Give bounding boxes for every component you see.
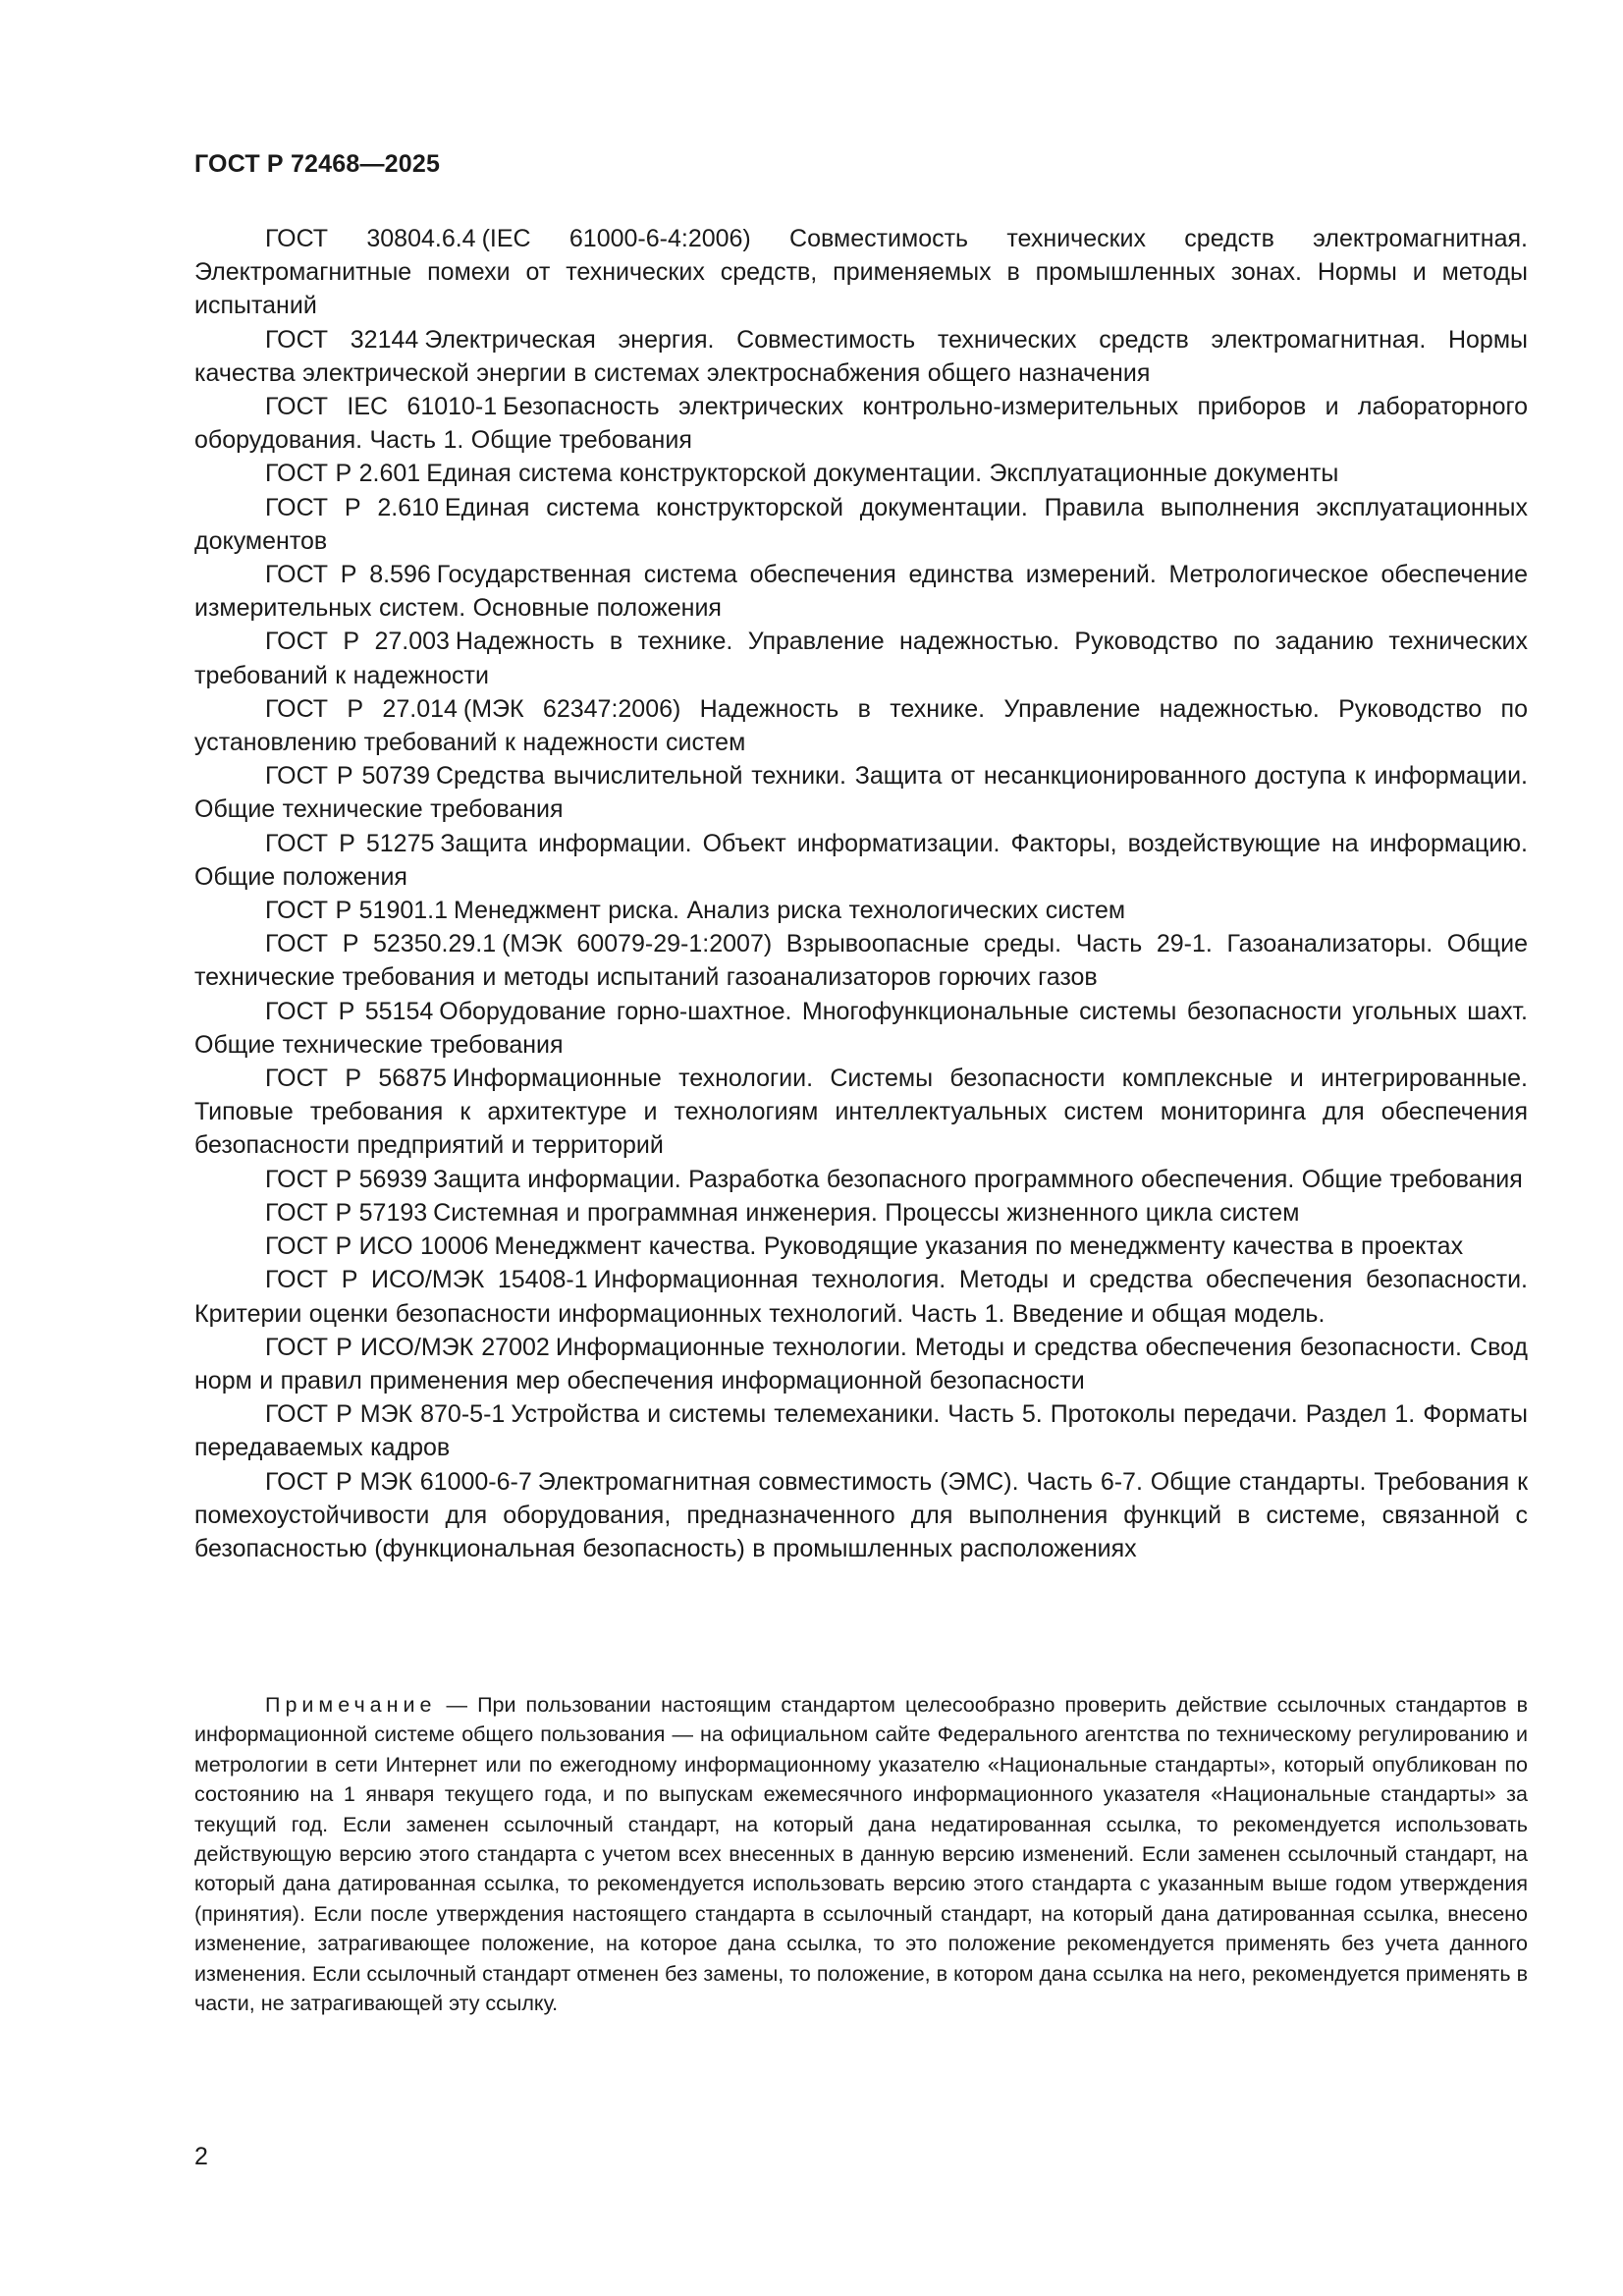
reference-title: Защита информации. Объект информатизации. Факторы, воздействующие на информацию. Общие положения [194,829,1528,891]
reference-title: Менеджмент риска. Анализ риска технологических систем [454,897,1126,925]
reference-item [194,1465,1528,1566]
reference-code: ГОСТ Р 27.014 [265,694,458,723]
reference-code: ГОСТ Р ИСО/МЭК 27002 [265,1333,550,1361]
reference-title: Защита информации. Разработка безопасного программного обеспечения. Общие требования [433,1165,1523,1193]
reference-title: Единая система конструкторской документации. Эксплуатационные документы [426,460,1339,488]
reference-code: ГОСТ Р 55154 [265,997,434,1025]
reference-title: (МЭК 62347:2006) Надежность в технике. Управление надежностью. Руководство по установлению требований к надежности систем [194,694,1528,757]
reference-title: Информационная технология. Методы и средства обеспечения безопасности. Критерии оценки безопасности информационных технологий. Часть 1. Введение и общая модель. [194,1266,1528,1328]
reference-title: Единая система конструкторской документации. Правила выполнения эксплуатационных документов [194,493,1528,555]
reference-code: ГОСТ Р МЭК 870-5-1 [265,1400,506,1429]
reference-title: Электрическая энергия. Совместимость технических средств электромагнитная. Нормы качества электрической энергии в системах электроснабжения общего назначения [194,325,1528,387]
reference-title: (IEC 61000-6-4:2006) Совместимость технических средств электромагнитная. Электромагнитные помехи от технических средств, применяемых в промышленных зонах. Нормы и методы испытаний [194,225,1528,320]
reference-title: Надежность в технике. Управление надежностью. Руководство по заданию технических требований к надежности [194,628,1528,689]
reference-title: Средства вычислительной техники. Защита от несанкционированного доступа к информации. Общие технические требования [194,762,1528,824]
reference-code: ГОСТ Р 50739 [265,762,430,791]
reference-item [194,625,1528,691]
note-label: Примечание [265,1693,437,1717]
reference-item [194,927,1528,994]
page-number: 2 [194,2143,208,2170]
reference-item [194,894,1528,927]
reference-title: Электромагнитная совместимость (ЭМС). Часть 6-7. Общие стандарты. Требования к помехоустойчивости для оборудования, предназначенного для выполнения функций в системе, связанной с безопасностью (функциональная безопасность) в промышленных расположениях [194,1467,1529,1562]
reference-item [194,1230,1528,1263]
reference-code: ГОСТ Р ИСО 10006 [265,1232,489,1261]
reference-item [194,390,1528,457]
reference-item [194,759,1528,826]
reference-item [194,1196,1528,1230]
reference-title: Менеджмент качества. Руководящие указания по менеджменту качества в проектах [494,1232,1464,1261]
reference-item [194,827,1528,894]
reference-code: ГОСТ 32144 [265,325,419,354]
normative-references-list [194,222,1528,1565]
reference-title: (МЭК 60079-29-1:2007) Взрывоопасные среды. Часть 29-1. Газоанализаторы. Общие технические требования и методы испытаний газоанализаторов горючих газов [194,930,1528,992]
reference-item [194,222,1528,323]
reference-item [194,995,1528,1062]
reference-code: ГОСТ Р 8.596 [265,561,431,589]
note-paragraph [194,1690,1528,2018]
reference-code: ГОСТ Р 51901.1 [265,897,449,925]
reference-title: Оборудование горно-шахтное. Многофункциональные системы безопасности угольных шахт. Общие технические требования [194,997,1528,1059]
reference-item [194,1062,1528,1163]
reference-code: ГОСТ Р 56875 [265,1065,447,1093]
page-header-doc-id: ГОСТ Р 72468—2025 [194,150,441,178]
reference-code: ГОСТ Р 2.610 [265,493,439,521]
reference-code: ГОСТ Р 51275 [265,829,435,857]
reference-item [194,1397,1528,1464]
reference-code: ГОСТ 30804.6.4 [265,225,476,252]
reference-code: ГОСТ Р 27.003 [265,628,450,656]
reference-item [194,1331,1528,1397]
reference-title: Информационные технологии. Методы и средства обеспечения безопасности. Свод норм и правил применения мер обеспечения информационной безопасности [194,1333,1529,1394]
reference-item [194,692,1528,759]
reference-code: ГОСТ IEC 61010-1 [265,393,498,421]
reference-code: ГОСТ Р 52350.29.1 [265,930,497,958]
reference-code: ГОСТ Р 56939 [265,1165,428,1193]
reference-item [194,491,1528,558]
reference-title: Безопасность электрических контрольно-измерительных приборов и лабораторного оборудования. Часть 1. Общие требования [194,393,1528,455]
reference-code: ГОСТ Р 2.601 [265,460,421,488]
reference-code: ГОСТ Р 57193 [265,1198,428,1227]
reference-item [194,1263,1528,1330]
reference-item [194,1163,1528,1196]
reference-title: Информационные технологии. Системы безопасности комплексные и интегрированные. Типовые требования к архитектуре и технологиям интеллектуальных систем мониторинга для обеспечения безопасности предприятий и территорий [194,1065,1528,1160]
reference-item [194,323,1528,390]
reference-item [194,558,1528,625]
note-text: — При пользовании настоящим стандартом целесообразно проверить действие ссылочных стандартов в информационной системе общего пользования — на официальном сайте Федерального агентства по техническому регулированию и метрологии в сети Интернет или по ежегодному информационному указателю «Национальные стандарты», который опубликован по состоянию на 1 января текущего года, и по выпускам ежемесячного информационного указателя «Национальные стандарты» за текущий год. Если заменен ссылочный стандарт, на который дана недатированная ссылка, то рекомендуется использовать действующую версию этого стандарта с учетом всех внесенных в данную версию изменений. Если заменен ссылочный стандарт, на который дана датированная ссылка, то рекомендуется использовать версию этого стандарта с указанным выше годом утверждения (принятия). Если после утверждения настоящего стандарта в ссылочный стандарт, на который дана датированная ссылка, внесено изменение, затрагивающее положение, на которое дана ссылка, то это положение рекомендуется применять без учета данного изменения. Если ссылочный стандарт отменен без замены, то положение, в котором дана ссылка на него, рекомендуется применять в части, не затрагивающей эту ссылку. [194,1693,1528,2016]
reference-code: ГОСТ Р МЭК 61000-6-7 [265,1467,532,1496]
reference-title: Государственная система обеспечения единства измерений. Метрологическое обеспечение измерительных систем. Основные положения [194,561,1529,623]
reference-title: Системная и программная инженерия. Процессы жизненного цикла систем [433,1198,1300,1227]
reference-item [194,457,1528,490]
reference-code: ГОСТ Р ИСО/МЭК 15408-1 [265,1266,588,1294]
reference-title: Устройства и системы телемеханики. Часть 5. Протоколы передачи. Раздел 1. Форматы передаваемых кадров [194,1400,1528,1462]
